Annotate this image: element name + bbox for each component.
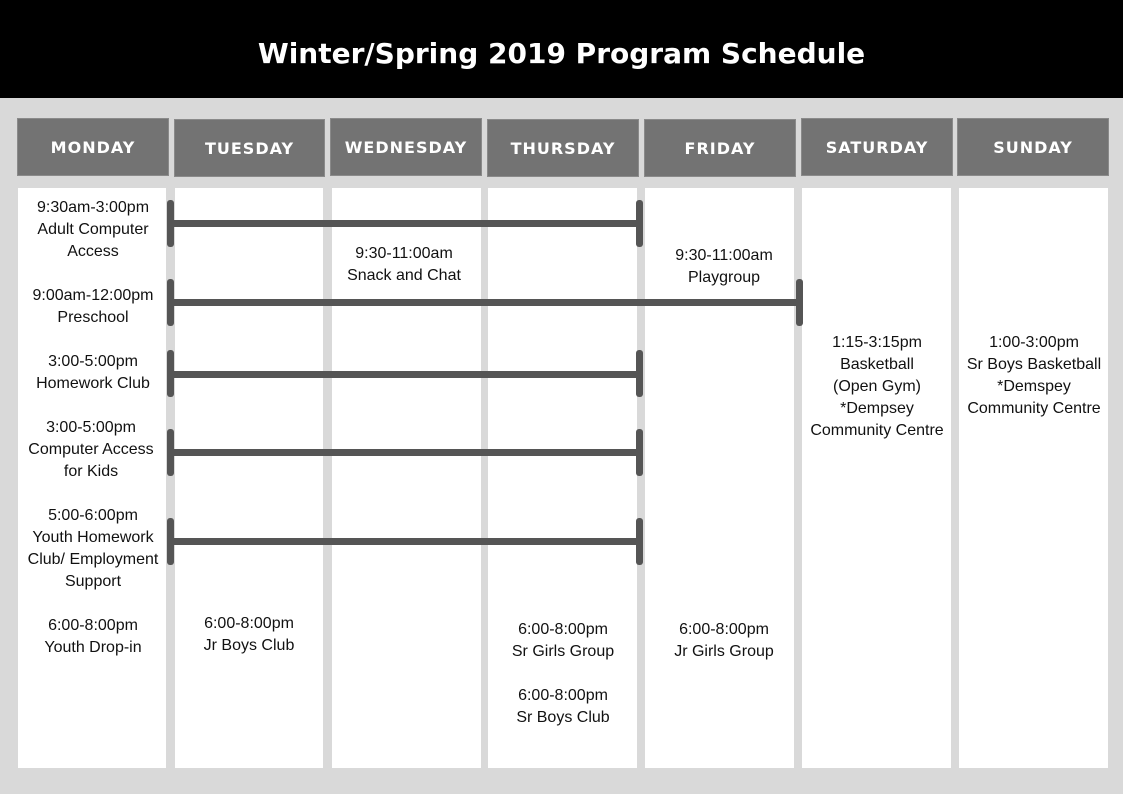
event-sr-boys-club: 6:00-8:00pm Sr Boys Club: [516, 687, 610, 726]
day-header-monday: MONDAY: [17, 118, 169, 176]
day-header-wednesday: WEDNESDAY: [330, 118, 482, 176]
span-bar-end-cap: [636, 200, 643, 247]
event-jr-girls-group: 6:00-8:00pm Jr Girls Group: [674, 621, 774, 660]
span-bar-end-cap: [796, 279, 803, 326]
span-bar-adult-computer-access: [170, 220, 642, 227]
span-bar-preschool: [170, 299, 802, 306]
day-header-saturday: SATURDAY: [801, 118, 953, 176]
span-bar-end-cap: [636, 429, 643, 476]
span-bar-start-cap: [167, 518, 174, 565]
event-sr-boys-basketball: 1:00-3:00pm Sr Boys Basketball *Demspey Community Centre: [966, 334, 1102, 417]
event-homework-club: 3:00-5:00pm Homework Club: [36, 353, 150, 392]
event-youth-drop-in: 6:00-8:00pm Youth Drop-in: [44, 617, 142, 656]
span-bar-start-cap: [167, 279, 174, 326]
column-thursday: [488, 188, 637, 768]
span-bar-youth-homework-club: [170, 538, 642, 545]
column-sunday: [959, 188, 1108, 768]
event-adult-computer-access: 9:30am-3:00pm Adult Computer Access: [36, 199, 150, 260]
span-bar-end-cap: [636, 350, 643, 397]
day-header-sunday: SUNDAY: [957, 118, 1109, 176]
span-bar-end-cap: [636, 518, 643, 565]
column-tuesday: [175, 188, 323, 768]
span-bar-start-cap: [167, 200, 174, 247]
span-bar-homework-club: [170, 371, 642, 378]
event-preschool: 9:00am-12:00pm Preschool: [32, 287, 154, 326]
column-saturday: [802, 188, 951, 768]
event-snack-and-chat: 9:30-11:00am Snack and Chat: [347, 245, 461, 284]
event-youth-homework-club: 5:00-6:00pm Youth Homework Club/ Employment Support: [27, 507, 159, 590]
event-jr-boys-club: 6:00-8:00pm Jr Boys Club: [203, 615, 295, 654]
event-basketball-open-gym: 1:15-3:15pm Basketball (Open Gym) *Dempsey Community Centre: [810, 334, 944, 439]
span-bar-computer-access-kids: [170, 449, 642, 456]
day-header-tuesday: TUESDAY: [174, 119, 325, 177]
span-bar-start-cap: [167, 429, 174, 476]
page-title: Winter/Spring 2019 Program Schedule: [257, 37, 866, 70]
event-sr-girls-group: 6:00-8:00pm Sr Girls Group: [511, 621, 615, 660]
span-bar-start-cap: [167, 350, 174, 397]
event-computer-access-kids: 3:00-5:00pm Computer Access for Kids: [28, 419, 154, 480]
day-header-thursday: THURSDAY: [487, 119, 639, 177]
day-header-friday: FRIDAY: [644, 119, 796, 177]
event-playgroup: 9:30-11:00am Playgroup: [675, 247, 773, 286]
